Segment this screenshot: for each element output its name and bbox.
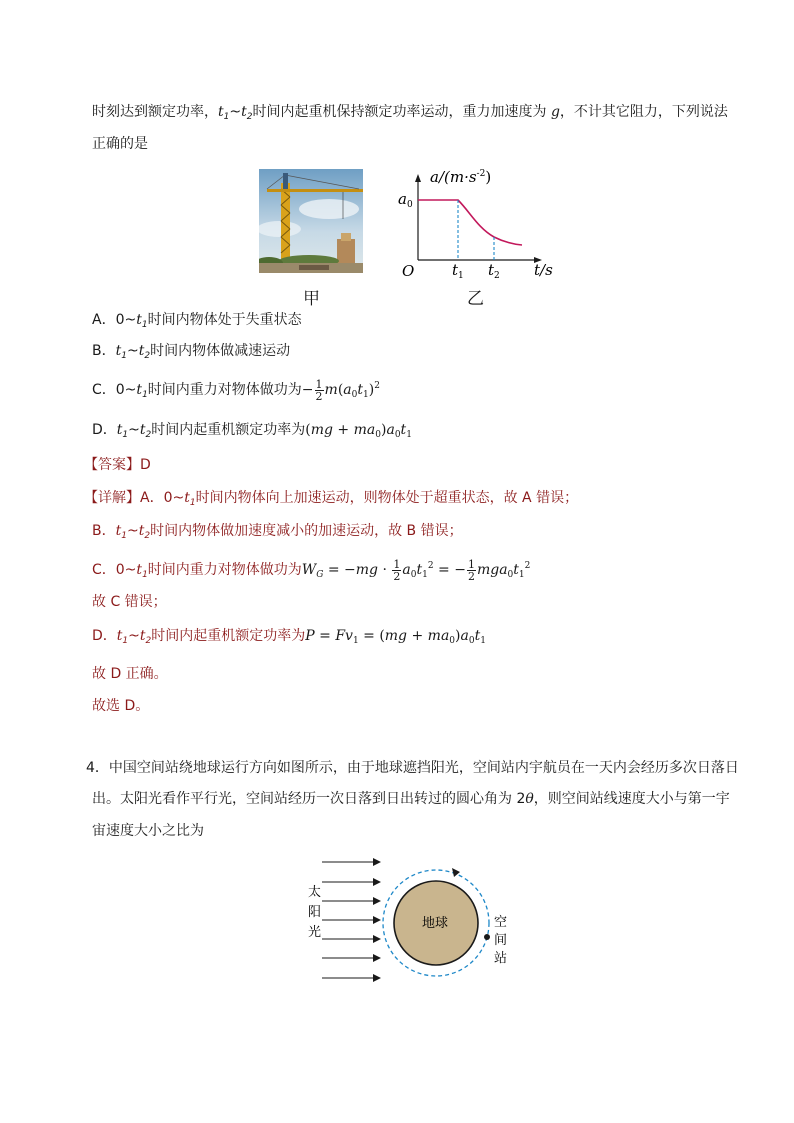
- sunlight-label-1: 太: [308, 885, 322, 900]
- option-c: C．$0\sim t_1$时间内重力对物体做功为− $\frac{1}{2}$ $m(a_0t_1)^2$: [92, 377, 380, 403]
- option-a: A．$0\sim t_1$时间内物体处于失重状态: [92, 312, 302, 330]
- graph-y-arrow: [415, 174, 421, 182]
- crane-photo: [259, 169, 363, 273]
- earth-station-figure: [300, 850, 530, 1010]
- graph-t2-label: $t_2$: [488, 261, 500, 280]
- graph-x-label: t/s: [534, 261, 553, 279]
- detail-d-conclusion: 故 D 正确。: [92, 666, 168, 682]
- earth-label: 地球: [422, 916, 449, 931]
- graph-y-label: $a/(m\cdot s^{-2})$: [430, 168, 492, 186]
- figure-caption-yi: 乙: [467, 289, 484, 309]
- graph-a0-label: $a_0$: [398, 190, 413, 210]
- detail-a: 【详解】A．$0\sim t_1$时间内物体向上加速运动，则物体处于超重状态，故 A 错误；: [84, 490, 579, 508]
- detail-d-formula: $P = Fv_1 = (mg + ma_0)a_0t_1$: [305, 628, 486, 646]
- station-label-1: 空: [494, 915, 508, 930]
- q4-line1: 4．中国空间站绕地球运行方向如图所示，由于地球遮挡阳光，空间站内宇航员在一天内会经历多次日落日: [86, 760, 739, 776]
- figure-caption-jia: 甲: [303, 289, 320, 309]
- graph-t1-label: $t_1$: [452, 261, 464, 280]
- sunlight-label-2: 阳: [308, 905, 322, 920]
- detail-final: 故选 D。: [92, 698, 150, 714]
- graph-origin-label: O: [402, 262, 415, 280]
- option-c-formula: − $\frac{1}{2}$ $m(a_0t_1)^2$: [301, 377, 380, 403]
- station-label-3: 站: [494, 951, 508, 966]
- acceleration-time-graph: [396, 162, 566, 280]
- detail-c-conclusion: 故 C 错误；: [92, 594, 167, 610]
- detail-d: D．$t_1\sim t_2$时间内起重机额定功率为$P = Fv_1 = (mg + ma_0)a_0t_1$: [92, 628, 486, 646]
- option-b: B．$t_1\sim t_2$时间内物体做减速运动: [92, 343, 291, 361]
- crane-photo-svg: [259, 169, 363, 273]
- sunlight-label-3: 光: [308, 925, 322, 940]
- graph-curve: [418, 200, 522, 245]
- q3-stem-line2: 正确的是: [92, 136, 148, 152]
- detail-c-formula: $W_G = -mg$ · $\frac{1}{2}$ $a_0t_1^2$ = − $\frac{1}{2}$ $mga_0t_1^2$: [301, 557, 531, 583]
- answer-line: 【答案】D: [84, 457, 151, 473]
- option-d-formula: $(mg + ma_0)a_0t_1$: [305, 422, 412, 440]
- q3-stem-line1: 时刻达到额定功率，$t_1\sim t_2$时间内起重机保持额定功率运动，重力加速度为 g，不计其它阻力，下列说法: [92, 104, 728, 122]
- option-d: D．$t_1\sim t_2$时间内起重机额定功率为$(mg + ma_0)a_0t_1$: [92, 422, 412, 440]
- station-label-2: 间: [494, 933, 508, 948]
- space-station-dot: [484, 934, 490, 940]
- q4-line3: 宙速度大小之比为: [92, 823, 204, 839]
- detail-b: B．$t_1\sim t_2$时间内物体做加速度减小的加速运动，故 B 错误；: [92, 523, 463, 541]
- q4-line2: 出。太阳光看作平行光，空间站经历一次日落到日出转过的圆心角为 2θ，则空间站线速度大小与第一宇: [92, 791, 730, 807]
- detail-c: C．$0\sim t_1$时间内重力对物体做功为$W_G = -mg$ · $\frac{1}{2}$ $a_0t_1^2$ = − $\frac{1}{2}$ $mga_0t_1^2$: [92, 557, 531, 583]
